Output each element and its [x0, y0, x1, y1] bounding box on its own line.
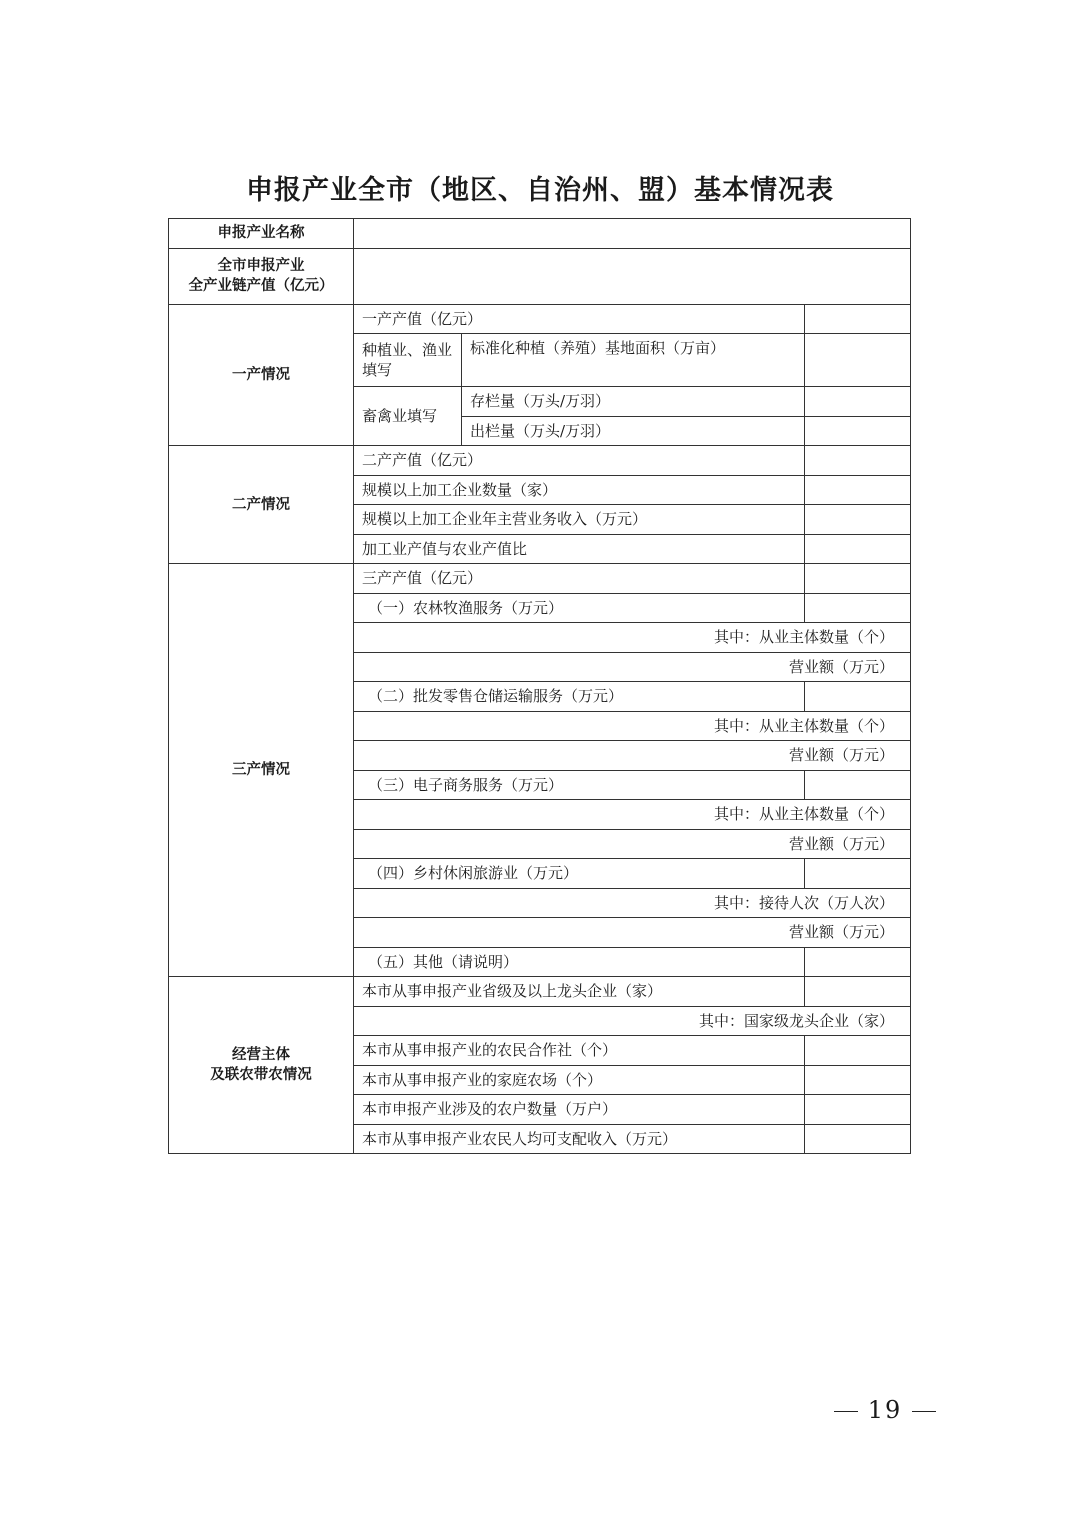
entities-item-label: 本市从事申报产业的农民合作社（个）	[354, 1036, 805, 1066]
page-number: 19	[830, 1396, 940, 1424]
section-tertiary: 三产情况	[169, 564, 354, 977]
page-title: 申报产业全市（地区、自治州、盟）基本情况表	[246, 175, 834, 206]
basic-info-table	[168, 218, 911, 1154]
tertiary-sub-label: （一）农林牧渔服务（万元）	[354, 593, 805, 623]
slaughter-label: 出栏量（万头/万羽）	[462, 416, 805, 446]
planting-item-value[interactable]	[805, 334, 911, 387]
entities-item-value[interactable]	[805, 1124, 911, 1154]
section-secondary: 二产情况	[169, 446, 354, 564]
tertiary-detail-label: 其中：接待人次（万人次）	[354, 888, 911, 918]
tertiary-sub-label: （五）其他（请说明）	[354, 947, 805, 977]
secondary-item-value[interactable]	[805, 475, 911, 505]
secondary-item-label: 二产产值（亿元）	[354, 446, 805, 476]
entities-detail-label: 其中：国家级龙头企业（家）	[354, 1006, 911, 1036]
secondary-item-label: 规模以上加工企业数量（家）	[354, 475, 805, 505]
industry-name-value[interactable]	[354, 219, 911, 249]
secondary-item-label: 规模以上加工企业年主营业务收入（万元）	[354, 505, 805, 535]
entities-item-value[interactable]	[805, 1036, 911, 1066]
tertiary-sub-value[interactable]	[805, 947, 911, 977]
entities-item-label: 本市从事申报产业省级及以上龙头企业（家）	[354, 977, 805, 1007]
stock-value[interactable]	[805, 387, 911, 417]
dash-right	[912, 1411, 936, 1412]
entities-item-value[interactable]	[805, 1095, 911, 1125]
tertiary-detail-label: 营业额（万元）	[354, 741, 911, 771]
section-entities: 经营主体 及联农带农情况	[169, 977, 354, 1154]
entities-item-label: 本市从事申报产业的家庭农场（个）	[354, 1065, 805, 1095]
tertiary-detail-label: 其中：从业主体数量（个）	[354, 623, 911, 653]
entities-item-label: 本市申报产业涉及的农户数量（万户）	[354, 1095, 805, 1125]
secondary-item-value[interactable]	[805, 446, 911, 476]
tertiary-detail-label: 营业额（万元）	[354, 918, 911, 948]
livestock-label: 畜禽业填写	[354, 387, 462, 446]
tertiary-detail-label: 营业额（万元）	[354, 829, 911, 859]
slaughter-value[interactable]	[805, 416, 911, 446]
tertiary-sub-value[interactable]	[805, 770, 911, 800]
primary-output-value[interactable]	[805, 304, 911, 334]
tertiary-output-value[interactable]	[805, 564, 911, 594]
tertiary-detail-label: 其中：从业主体数量（个）	[354, 800, 911, 830]
planting-label: 种植业、渔业 填写	[354, 334, 462, 387]
entities-item-value[interactable]	[805, 1065, 911, 1095]
tertiary-sub-value[interactable]	[805, 859, 911, 889]
secondary-item-value[interactable]	[805, 534, 911, 564]
planting-item-label: 标准化种植（养殖）基地面积（万亩）	[462, 334, 805, 387]
entities-item-label: 本市从事申报产业农民人均可支配收入（万元）	[354, 1124, 805, 1154]
secondary-item-label: 加工业产值与农业产值比	[354, 534, 805, 564]
tertiary-detail-label: 其中：从业主体数量（个）	[354, 711, 911, 741]
stock-label: 存栏量（万头/万羽）	[462, 387, 805, 417]
tertiary-output-label: 三产产值（亿元）	[354, 564, 805, 594]
primary-output-label: 一产产值（亿元）	[354, 304, 805, 334]
tertiary-sub-label: （三）电子商务服务（万元）	[354, 770, 805, 800]
dash-left	[834, 1411, 858, 1412]
tertiary-sub-label: （四）乡村休闲旅游业（万元）	[354, 859, 805, 889]
section-primary: 一产情况	[169, 304, 354, 446]
tertiary-detail-label: 营业额（万元）	[354, 652, 911, 682]
chain-value-value[interactable]	[354, 248, 911, 304]
secondary-item-value[interactable]	[805, 505, 911, 535]
tertiary-sub-label: （二）批发零售仓储运输服务（万元）	[354, 682, 805, 712]
tertiary-sub-value[interactable]	[805, 593, 911, 623]
industry-name-label: 申报产业名称	[169, 219, 354, 249]
entities-item-value[interactable]	[805, 977, 911, 1007]
tertiary-sub-value[interactable]	[805, 682, 911, 712]
chain-value-label: 全市申报产业 全产业链产值（亿元）	[169, 248, 354, 304]
